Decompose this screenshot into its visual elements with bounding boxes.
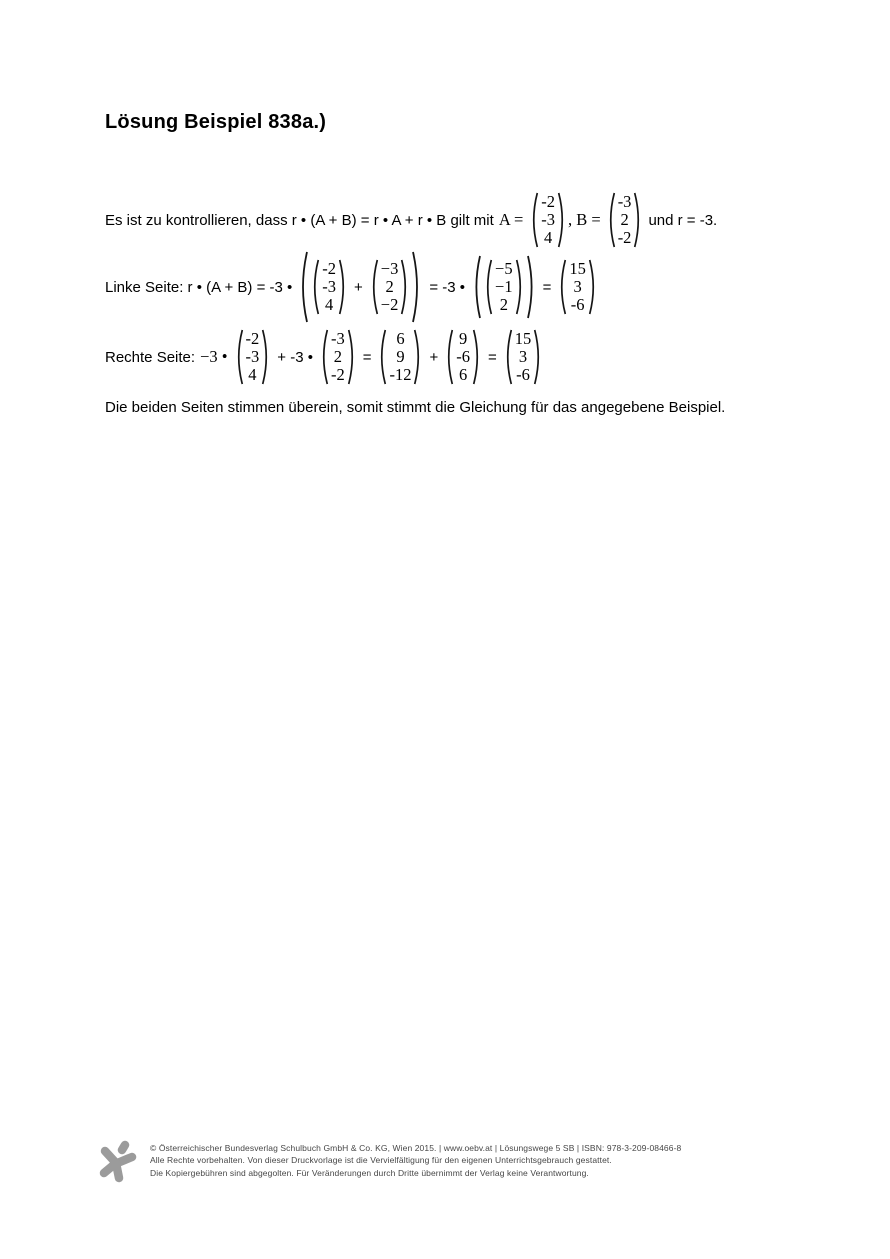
vector [368,258,412,316]
oebv-asterisk-logo-icon [97,1140,137,1184]
big-left-paren-icon [470,254,482,320]
page-title: Lösung Beispiel 838a.) [105,111,327,133]
right-paren-icon [261,328,272,386]
vector-values: 6 9 -12 [389,329,412,384]
left-side-label: Linke Seite: r • (A + B) = -3 • [105,278,293,296]
right-side-line [105,324,544,390]
left-paren-icon [502,328,513,386]
right-paren-icon [338,258,349,316]
equals-operator: = [362,348,372,366]
vector-values: -3 2 -2 [330,329,345,384]
vector-values: −3 2 −2 [380,259,399,314]
left-paren-icon [482,258,493,316]
vector [443,328,483,386]
intro-text: Es ist zu kontrollieren, dass r • (A + B) = r • A + r • B gilt mit [105,211,494,229]
result-vector [502,328,545,386]
vector [309,258,349,316]
big-left-paren-icon [296,250,309,324]
vector [482,258,526,316]
vector [233,328,273,386]
right-paren-icon [347,328,358,386]
right-side-label: Rechte Seite: [105,348,196,366]
left-paren-icon [528,191,539,249]
intro-line [105,188,717,252]
footer [97,1136,681,1184]
coefficient: −3 • [200,347,228,366]
equals-operator: = [542,278,552,296]
vector-b [605,191,645,249]
vector [318,328,358,386]
vector-values: 15 3 -6 [514,329,532,384]
right-paren-icon [588,258,599,316]
mid-operator: = -3 • [429,278,466,296]
right-paren-icon [400,258,411,316]
vector-values: -2 -3 4 [245,329,260,384]
matrix-b-label: , B = [568,210,601,229]
left-paren-icon [368,258,379,316]
conclusion-text: Die beiden Seiten stimmen überein, somit stimmt die Gleichung für das angegebene Beispiel. [105,399,726,416]
big-right-paren-icon [526,254,538,320]
left-paren-icon [443,328,454,386]
right-paren-icon [472,328,483,386]
vector-a-values: -2 -3 4 [541,192,555,247]
right-paren-icon [633,191,644,249]
vector-values: 9 -6 6 [456,329,470,384]
intro-text-after: und r = -3. [648,211,718,229]
vector-values: −5 −1 2 [495,259,513,314]
footer-fees-line: Die Kopiergebühren sind abgegolten. Für Veränderungen durch Dritte übernimmt der Verlag keine Verantwortung. [150,1167,589,1178]
vector-b-values: -3 2 -2 [617,192,632,247]
left-paren-icon [309,258,320,316]
vector-values: -2 -3 4 [322,259,337,314]
left-paren-icon [233,328,244,386]
footer-imprint [150,1142,681,1179]
result-vector [556,258,599,316]
footer-copyright-line: © Österreichischer Bundesverlag Schulbuch GmbH & Co. KG, Wien 2015. | www.oebv.at | Lösungswege 5 SB | ISBN: 978-3-209-08466-8 [150,1143,682,1153]
footer-rights-line: Alle Rechte vorbehalten. Von dieser Druckvorlage ist die Vervielfältigung für den eigenen Unterrichtsgebrauch gestattet. [150,1155,612,1166]
big-right-paren-icon [411,250,424,324]
plus-operator: + [429,348,439,366]
plus-operator: + [354,278,363,296]
coefficient: + -3 • [277,348,313,366]
left-paren-icon [605,191,616,249]
right-paren-icon [413,328,424,386]
left-paren-icon [556,258,567,316]
right-paren-icon [533,328,544,386]
vector-a [528,191,568,249]
right-paren-icon [515,258,526,316]
equals-operator: = [488,348,497,366]
right-paren-icon [557,191,568,249]
left-paren-icon [318,328,329,386]
left-paren-icon [376,328,387,386]
vector-values: 15 3 -6 [569,259,586,314]
vector [376,328,424,386]
matrix-a-label: A = [498,210,524,229]
left-side-line [105,250,599,324]
